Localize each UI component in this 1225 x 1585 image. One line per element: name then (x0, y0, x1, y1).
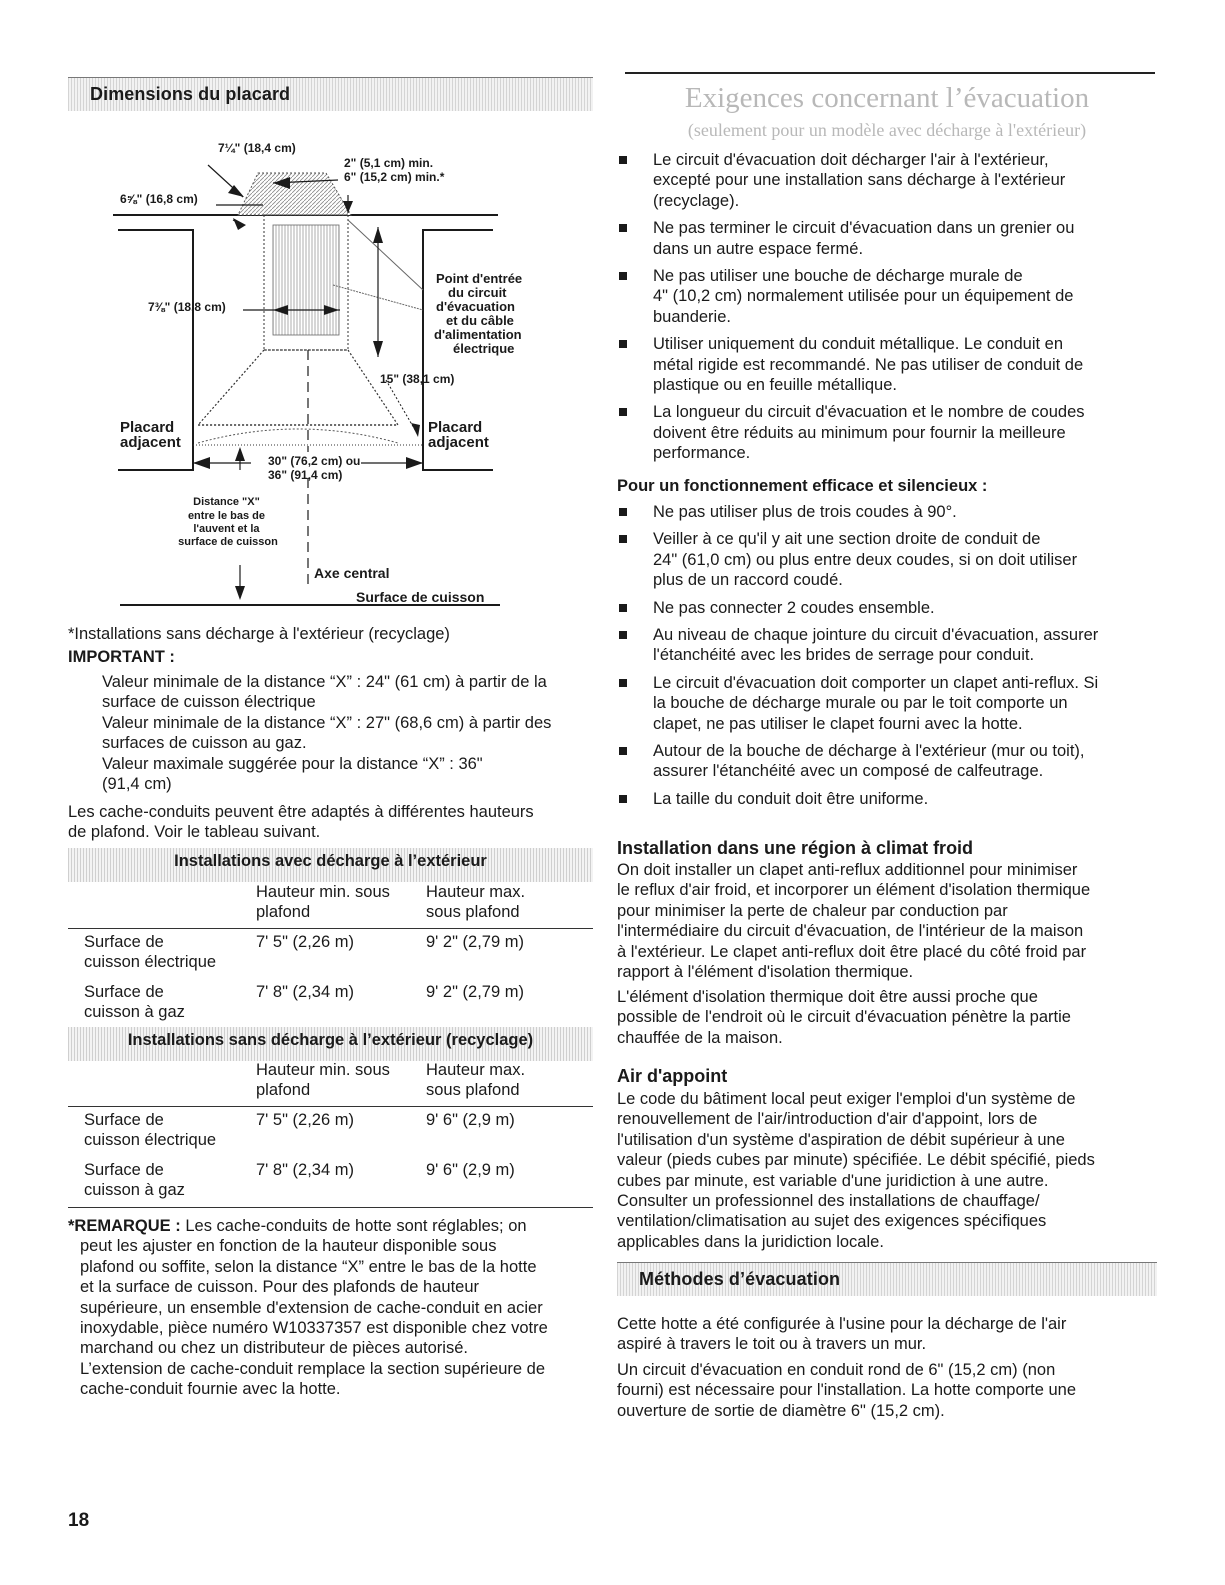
item-line: plus de un raccord coudé. (653, 571, 843, 590)
dim-6-min: 6" (15,2 cm) min.* (344, 170, 445, 184)
bullet-square-icon (619, 679, 627, 687)
bullet-square-icon (619, 604, 627, 612)
point-entree-label: Point d'entrée du circuit d'évacuation et du câble d'alimentation électrique (434, 271, 523, 356)
row-label-line: Surface de (84, 1161, 164, 1179)
dim-6-5-8: 6⅝" (16,8 cm) (120, 192, 198, 206)
table2-row2-max: 9' 6" (2,9 m) (426, 1161, 515, 1179)
important-line: Valeur minimale de la distance “X” : 24" (61 cm) à partir de la (102, 673, 547, 691)
table2-title: Installations sans décharge à l’extérieur (recyclage) (127, 1031, 534, 1049)
item-line: Ne pas terminer le circuit d'évacuation dans un grenier ou (653, 219, 1075, 238)
list-item (617, 625, 1157, 666)
placard-right-label: Placard adjacent (428, 419, 489, 451)
item-line: Ne pas utiliser plus de trois coudes à 90°. (653, 503, 957, 521)
item-line: Veiller à ce qu'il y ait une section droite de conduit de (653, 530, 1041, 549)
bullet-square-icon (619, 224, 627, 232)
row-label-line: cuisson électrique (84, 1131, 217, 1150)
para-line: applicables dans la juridiction locale. (617, 1232, 884, 1251)
remarque-line: L’extension de cache-conduit remplace la section supérieure de (80, 1359, 546, 1378)
table1-title: Installations avec décharge à l’extérieur (174, 852, 487, 870)
page-number: 18 (68, 1510, 90, 1531)
section-heading-text: Méthodes d’évacuation (639, 1269, 841, 1289)
para-line: ventilation/climatisation au sujet des exigences spécifiques (617, 1212, 1047, 1231)
bullet-square-icon (619, 408, 627, 416)
table1-header-min (256, 882, 390, 923)
remarque-paragraph (68, 1216, 598, 1400)
dim-7-3-8: 7⅜" (18,8 cm) (148, 300, 226, 314)
para-line: l'intermédiaire du circuit d'évacuation, de l'intérieur de la maison (617, 922, 1084, 941)
header-line: plafond (256, 1081, 311, 1100)
table1-row1-min: 7' 5" (2,26 m) (256, 933, 354, 951)
table2-bottom-rule (68, 1207, 593, 1208)
row-label-line: Surface de (84, 983, 164, 1001)
para-line: valeur (pieds cubes par minute) spécifiée. Le débit spécifié, pieds (617, 1151, 1095, 1170)
table1-header-max (426, 882, 525, 923)
item-line: Le circuit d'évacuation doit comporter un clapet anti-reflux. Si (653, 673, 1099, 692)
para-line: chauffée de la maison. (617, 1028, 783, 1047)
surface-cuisson-label: Surface de cuisson (356, 589, 485, 605)
section-heading-dimensions (68, 77, 593, 111)
recycle-note: *Installations sans décharge à l'extérieur (recyclage) (68, 625, 450, 643)
table1-row1-max: 9' 2" (2,79 m) (426, 933, 524, 951)
table2-row2-min: 7' 8" (2,34 m) (256, 1161, 354, 1179)
para-line: le reflux d'air froid, et incorporer un élément d'isolation thermique (617, 881, 1091, 900)
remarque-first-text: Les cache-conduits de hotte sont réglables; on (180, 1217, 527, 1235)
item-line: Utiliser uniquement du conduit métallique. Le conduit en (653, 335, 1064, 354)
list-item (617, 741, 1157, 782)
distance-x-label: Distance "X" entre le bas de l'auvent et la surface de cuisson (178, 496, 278, 548)
important-line: Valeur minimale de la distance “X” : 27" (68,6 cm) à partir des (102, 713, 552, 732)
table2-row2-label (84, 1160, 185, 1201)
item-line: excepté pour une installation sans décharge à l'extérieur (653, 171, 1066, 190)
dim-7-1-4: 7¼" (18,4 cm) (218, 141, 296, 155)
para-line: L'élément d'isolation thermique doit être aussi proche que (617, 988, 1038, 1006)
remarque-label: *REMARQUE : (68, 1217, 181, 1235)
header-line: sous plafond (426, 903, 520, 922)
table1-row2-label (84, 982, 185, 1023)
para-line: l'utilisation d'un système d'aspiration de débit supérieur à une (617, 1130, 1065, 1149)
item-line: doivent être réduits au minimum pour fournir la meilleure (653, 423, 1066, 442)
important-line: surface de cuisson électrique (102, 693, 316, 712)
air-appoint-heading: Air d'appoint (617, 1066, 728, 1086)
header-line: Hauteur max. (426, 883, 526, 901)
table2-divider (68, 1106, 593, 1107)
section-heading-methods (617, 1262, 1157, 1296)
cold-climate-heading: Installation dans une région à climat froid (617, 838, 974, 858)
row-label-line: cuisson à gaz (84, 1003, 185, 1022)
bullet-list-1 (617, 150, 1157, 471)
list-item (617, 402, 1157, 463)
bullet-square-icon (619, 340, 627, 348)
list-item (617, 529, 1157, 590)
table2-row1-min: 7' 5" (2,26 m) (256, 1111, 354, 1129)
header-line: Hauteur min. sous (256, 883, 390, 901)
bullet-square-icon (619, 156, 627, 164)
para-line: cubes par minute, est variable d'une juridiction à une autre. (617, 1171, 1049, 1190)
item-line: Ne pas connecter 2 coudes ensemble. (653, 598, 935, 617)
item-line: (recyclage). (653, 191, 740, 210)
list-item (617, 334, 1157, 395)
remarque-line: supérieure, un ensemble d'extension de cache-conduit en acier (80, 1298, 543, 1317)
para-line: renouvellement de l'air/introduction d'air d'appoint, lors de (617, 1110, 1038, 1129)
important-label: IMPORTANT : (68, 648, 175, 666)
row-label-line: cuisson à gaz (84, 1181, 185, 1200)
table2-header-min (256, 1060, 390, 1101)
list-item (617, 502, 1157, 522)
list-item (617, 673, 1157, 734)
axe-central-label: Axe central (314, 565, 390, 581)
dim-15: 15" (38,1 cm) (380, 372, 455, 386)
cabinet-dimension-diagram (68, 125, 593, 620)
bullet-square-icon (619, 631, 627, 639)
row-label-line: Surface de (84, 1111, 164, 1129)
item-line: clapet, ne pas utiliser le clapet fourni avec la hotte. (653, 714, 1023, 733)
item-line: 4" (10,2 cm) normalement utilisée pour un équipement de (653, 287, 1074, 306)
cache-line: de plafond. Voir le tableau suivant. (68, 823, 321, 842)
item-line: Le circuit d'évacuation doit décharger l'air à l'extérieur, (653, 151, 1049, 169)
remarque-line: plafond ou soffite, selon la distance “X” entre le bas de la hotte (80, 1257, 537, 1276)
item-line: 24" (61,0 cm) ou plus entre deux coudes, si on doit utiliser (653, 550, 1078, 569)
bullet-square-icon (619, 535, 627, 543)
para-line: fourni) est nécessaire pour l'installation. La hotte comporte une (617, 1381, 1076, 1400)
remarque-line: cache-conduit fournie avec la hotte. (80, 1380, 341, 1399)
row-label-line: cuisson électrique (84, 953, 217, 972)
item-line: dans un autre espace fermé. (653, 239, 864, 258)
table1-row1-label (84, 932, 216, 973)
item-line: assurer l'étanchéité avec un composé de calfeutrage. (653, 762, 1044, 781)
remarque-line: marchand ou chez un distributeur de pièces autorisé. (80, 1339, 468, 1358)
table1-title-band (68, 848, 593, 876)
table1-row2-max: 9' 2" (2,79 m) (426, 983, 524, 1001)
para-line: ouverture de sortie de diamètre 6" (15,2 cm). (617, 1401, 945, 1420)
cache-line: Les cache-conduits peuvent être adaptés à différentes hauteurs (68, 803, 534, 821)
para-line: aspiré à travers le toit ou à travers un mur. (617, 1335, 927, 1354)
important-line: Valeur maximale suggérée pour la distance “X” : 36" (102, 754, 483, 773)
table1-divider (68, 928, 593, 929)
item-line: buanderie. (653, 307, 731, 326)
item-line: la bouche de décharge murale ou par le toit comporte un (653, 694, 1068, 713)
para-line: Consulter un professionnel des installations de chauffage/ (617, 1192, 1040, 1211)
important-line: (91,4 cm) (102, 775, 172, 794)
para-line: possible de l'endroit où le circuit d'évacuation pénètre la partie (617, 1008, 1071, 1027)
table2-row1-max: 9' 6" (2,9 m) (426, 1111, 515, 1129)
list-item (617, 218, 1157, 259)
cache-paragraph (68, 802, 593, 843)
para-line: pour minimiser la perte de chaleur par conduction par (617, 901, 1008, 920)
para-line: Un circuit d'évacuation en conduit rond de 6" (15,2 cm) (non (617, 1361, 1056, 1379)
important-block (102, 672, 602, 794)
item-line: métal rigide est recommandé. Ne pas utiliser de conduit de (653, 355, 1084, 374)
air-appoint-paragraph (617, 1089, 1157, 1252)
row-label-line: Surface de (84, 933, 164, 951)
item-line: Autour de la bouche de décharge à l'extérieur (mur ou toit), (653, 742, 1085, 761)
table2-row1-label (84, 1110, 216, 1151)
list-item (617, 266, 1157, 327)
placard-left-label: Placard adjacent (120, 419, 181, 451)
para-line: Cette hotte a été configurée à l'usine pour la décharge de l'air (617, 1315, 1067, 1333)
para-line: Le code du bâtiment local peut exiger l'emploi d'un système de (617, 1090, 1076, 1108)
header-line: Hauteur max. (426, 1061, 526, 1079)
para-line: à l'extérieur. Le clapet anti-reflux doit être placé du côté froid par (617, 942, 1087, 961)
page-title: Exigences concernant l’évacuation (684, 82, 1090, 114)
item-line: Ne pas utiliser une bouche de décharge murale de (653, 267, 1023, 286)
dim-36: 36" (91,4 cm) (268, 468, 343, 482)
efficient-subhead: Pour un fonctionnement efficace et silencieux : (617, 477, 988, 495)
header-line: sous plafond (426, 1081, 520, 1100)
bullet-square-icon (619, 272, 627, 280)
methods-paragraph-2 (617, 1360, 1157, 1421)
para-line: On doit installer un clapet anti-reflux additionnel pour minimiser (617, 861, 1078, 879)
list-item (617, 789, 1157, 809)
cold-climate-paragraph-1 (617, 860, 1157, 982)
header-line: Hauteur min. sous (256, 1061, 390, 1079)
item-line: performance. (653, 444, 751, 463)
bullet-square-icon (619, 747, 627, 755)
item-line: La taille du conduit doit être uniforme. (653, 789, 929, 808)
dim-30: 30" (76,2 cm) ou (268, 454, 361, 468)
bullet-square-icon (619, 795, 627, 803)
dim-2-min: 2" (5,1 cm) min. (344, 156, 434, 170)
cold-climate-paragraph-2 (617, 987, 1157, 1048)
bullet-square-icon (619, 508, 627, 516)
section-heading-text: Dimensions du placard (90, 84, 291, 104)
header-line: plafond (256, 903, 311, 922)
important-line: surfaces de cuisson au gaz. (102, 734, 307, 753)
remarque-line: inoxydable, pièce numéro W10337357 est disponible chez votre (80, 1319, 548, 1338)
item-line: plastique ou en feuille métallique. (653, 376, 897, 395)
para-line: rapport à l'élément d'isolation thermique. (617, 963, 914, 982)
remarque-first-line (68, 1216, 598, 1236)
table2-title-band (68, 1027, 593, 1055)
item-line: l'étanchéité avec les brides de serrage pour conduit. (653, 646, 1035, 665)
top-rule (625, 72, 1155, 74)
list-item (617, 598, 1157, 618)
page-subtitle: (seulement pour un modèle avec décharge à l'extérieur) (687, 120, 1087, 140)
item-line: Au niveau de chaque jointure du circuit d'évacuation, assurer (653, 626, 1099, 645)
item-line: La longueur du circuit d'évacuation et le nombre de coudes (653, 403, 1085, 422)
remarque-line: et la surface de cuisson. Pour des plafonds de hauteur (80, 1278, 480, 1297)
bullet-list-2 (617, 502, 1157, 816)
table1-row2-min: 7' 8" (2,34 m) (256, 983, 354, 1001)
table2-header-max (426, 1060, 525, 1101)
list-item (617, 150, 1157, 211)
remarque-line: peut les ajuster en fonction de la hauteur disponible sous (80, 1237, 497, 1256)
methods-paragraph-1 (617, 1314, 1157, 1355)
